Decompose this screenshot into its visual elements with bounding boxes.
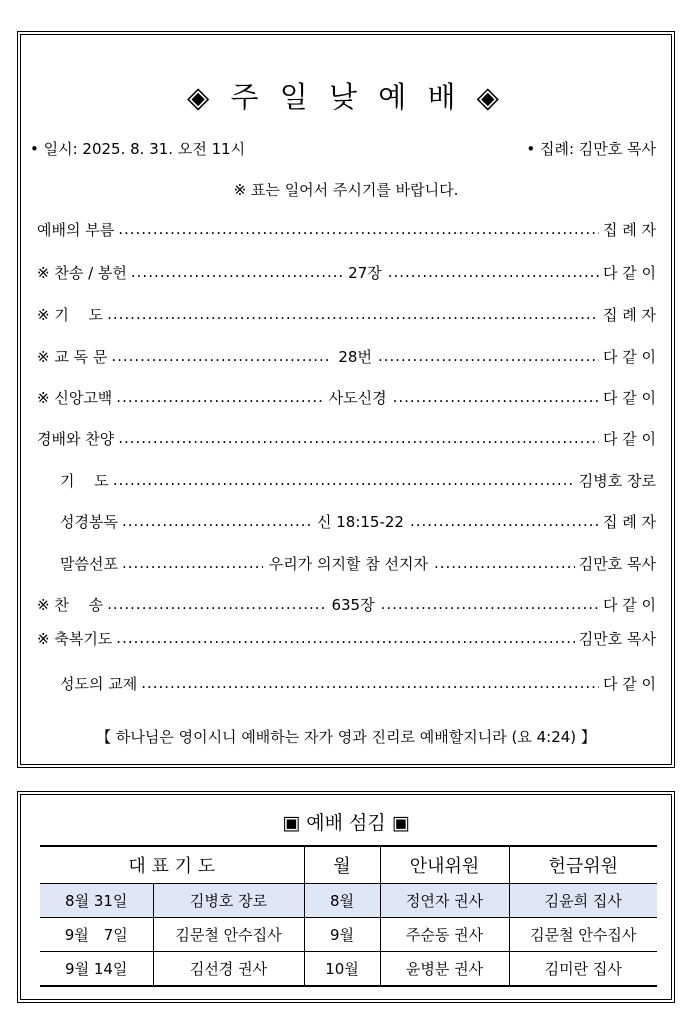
standing-notice: ※ 표는 일어서 주시기를 바랍니다. <box>233 181 459 199</box>
table-row <box>40 884 657 918</box>
dot-leader <box>116 629 574 647</box>
worship-service-box <box>17 791 675 1003</box>
cell-month: 10월 <box>304 952 380 987</box>
order-item-leader: 다 같 이 <box>602 388 656 407</box>
order-item-label: 성도의 교제 <box>60 674 138 693</box>
table-row <box>40 952 657 987</box>
cell-offering: 김미란 집사 <box>509 952 657 987</box>
dot-leader <box>122 512 311 530</box>
order-item-elder-prayer <box>60 468 656 492</box>
order-item-leader: 다 같 이 <box>603 263 657 282</box>
table-header-row <box>40 846 657 884</box>
order-item-call-to-worship <box>37 217 656 241</box>
order-item-responsive-reading <box>37 344 656 368</box>
dot-leader <box>118 220 599 238</box>
header-usher: 안내위원 <box>380 846 509 884</box>
order-item-detail: 27장 <box>348 263 382 282</box>
order-item-label: 성경봉독 <box>60 512 118 531</box>
order-item-leader: 집 례 자 <box>602 220 656 239</box>
order-item-label: 말씀선포 <box>60 554 118 573</box>
order-item-scripture <box>60 509 656 533</box>
dot-leader <box>434 554 575 572</box>
order-item-hymn-offering <box>37 260 656 284</box>
order-item-leader: 김만호 목사 <box>578 629 656 648</box>
dot-leader <box>111 347 332 365</box>
header-representative-prayer: 대 표 기 도 <box>40 846 304 884</box>
order-item-leader: 집 례 자 <box>602 305 656 324</box>
order-item-label: ※ 찬 송 <box>37 595 104 614</box>
order-item-leader: 김병호 장로 <box>578 471 656 490</box>
cell-usher: 윤병분 권사 <box>380 952 509 987</box>
cell-month: 9월 <box>304 918 380 952</box>
order-item-leader: 김만호 목사 <box>578 554 656 573</box>
dot-leader <box>116 388 322 406</box>
dot-leader <box>388 263 599 281</box>
order-item-sermon <box>60 551 656 575</box>
cell-representative: 김문철 안수집사 <box>153 918 304 952</box>
service-presider: • 집례: 김만호 목사 <box>526 140 656 158</box>
order-item-label: 기 도 <box>60 471 109 490</box>
order-item-detail: 635장 <box>331 595 375 614</box>
order-item-leader: 다 같 이 <box>602 429 656 448</box>
cell-representative: 김병호 장로 <box>153 884 304 918</box>
dot-leader <box>410 512 599 530</box>
order-item-label: ※ 신앙고백 <box>37 388 113 407</box>
dot-leader <box>113 471 575 489</box>
order-item-label: ※ 찬송 / 봉헌 <box>37 263 127 282</box>
order-item-detail: 사도신경 <box>328 388 387 407</box>
order-item-benediction <box>37 626 656 650</box>
dot-leader <box>131 263 342 281</box>
header-offering: 헌금위원 <box>509 846 657 884</box>
order-item-leader: 다 같 이 <box>602 347 656 366</box>
dot-leader <box>107 305 599 323</box>
order-item-praise <box>37 426 656 450</box>
cell-date: 9월 14일 <box>40 952 153 987</box>
service-datetime: • 일시: 2025. 8. 31. 오전 11시 <box>30 140 246 158</box>
cell-date: 9월 7일 <box>40 918 153 952</box>
cell-representative: 김선경 권사 <box>153 952 304 987</box>
order-item-leader: 다 같 이 <box>602 595 656 614</box>
cell-usher: 주순동 권사 <box>380 918 509 952</box>
page-title: ◈ 주 일 낮 예 배 ◈ <box>187 80 505 114</box>
bible-verse: 【 하나님은 영이시니 예배하는 자가 영과 진리로 예배할지니라 (요 4:24) 】 <box>96 728 596 746</box>
order-item-leader: 다 같 이 <box>602 674 656 693</box>
header-month: 월 <box>304 846 380 884</box>
cell-date: 8월 31일 <box>40 884 153 918</box>
cell-offering: 김문철 안수집사 <box>509 918 657 952</box>
order-item-fellowship <box>60 671 656 695</box>
cell-offering: 김윤희 집사 <box>509 884 657 918</box>
order-item-detail: 28번 <box>338 347 372 366</box>
order-item-label: 경배와 찬양 <box>37 429 115 448</box>
order-item-leader: 집 례 자 <box>602 512 656 531</box>
order-item-label: 예배의 부름 <box>37 220 115 239</box>
service-table <box>40 845 657 987</box>
order-item-closing-hymn <box>37 592 656 616</box>
order-item-prayer <box>37 302 656 326</box>
dot-leader <box>141 674 599 692</box>
dot-leader <box>122 554 263 572</box>
table-row <box>40 918 657 952</box>
dot-leader <box>381 595 599 613</box>
dot-leader <box>378 347 599 365</box>
order-item-detail: 신 18:15-22 <box>316 512 404 531</box>
order-item-detail: 우리가 의지할 참 선지자 <box>268 554 428 573</box>
order-item-label: ※ 기 도 <box>37 305 104 324</box>
cell-usher: 정연자 권사 <box>380 884 509 918</box>
order-item-label: ※ 교 독 문 <box>37 347 108 366</box>
dot-leader <box>118 429 599 447</box>
order-item-label: ※ 축복기도 <box>37 629 113 648</box>
dot-leader <box>393 388 599 406</box>
order-item-creed <box>37 385 656 409</box>
order-of-worship-box <box>17 31 675 768</box>
service-title: ▣ 예배 섬김 ▣ <box>282 812 410 834</box>
cell-month: 8월 <box>304 884 380 918</box>
dot-leader <box>107 595 325 613</box>
